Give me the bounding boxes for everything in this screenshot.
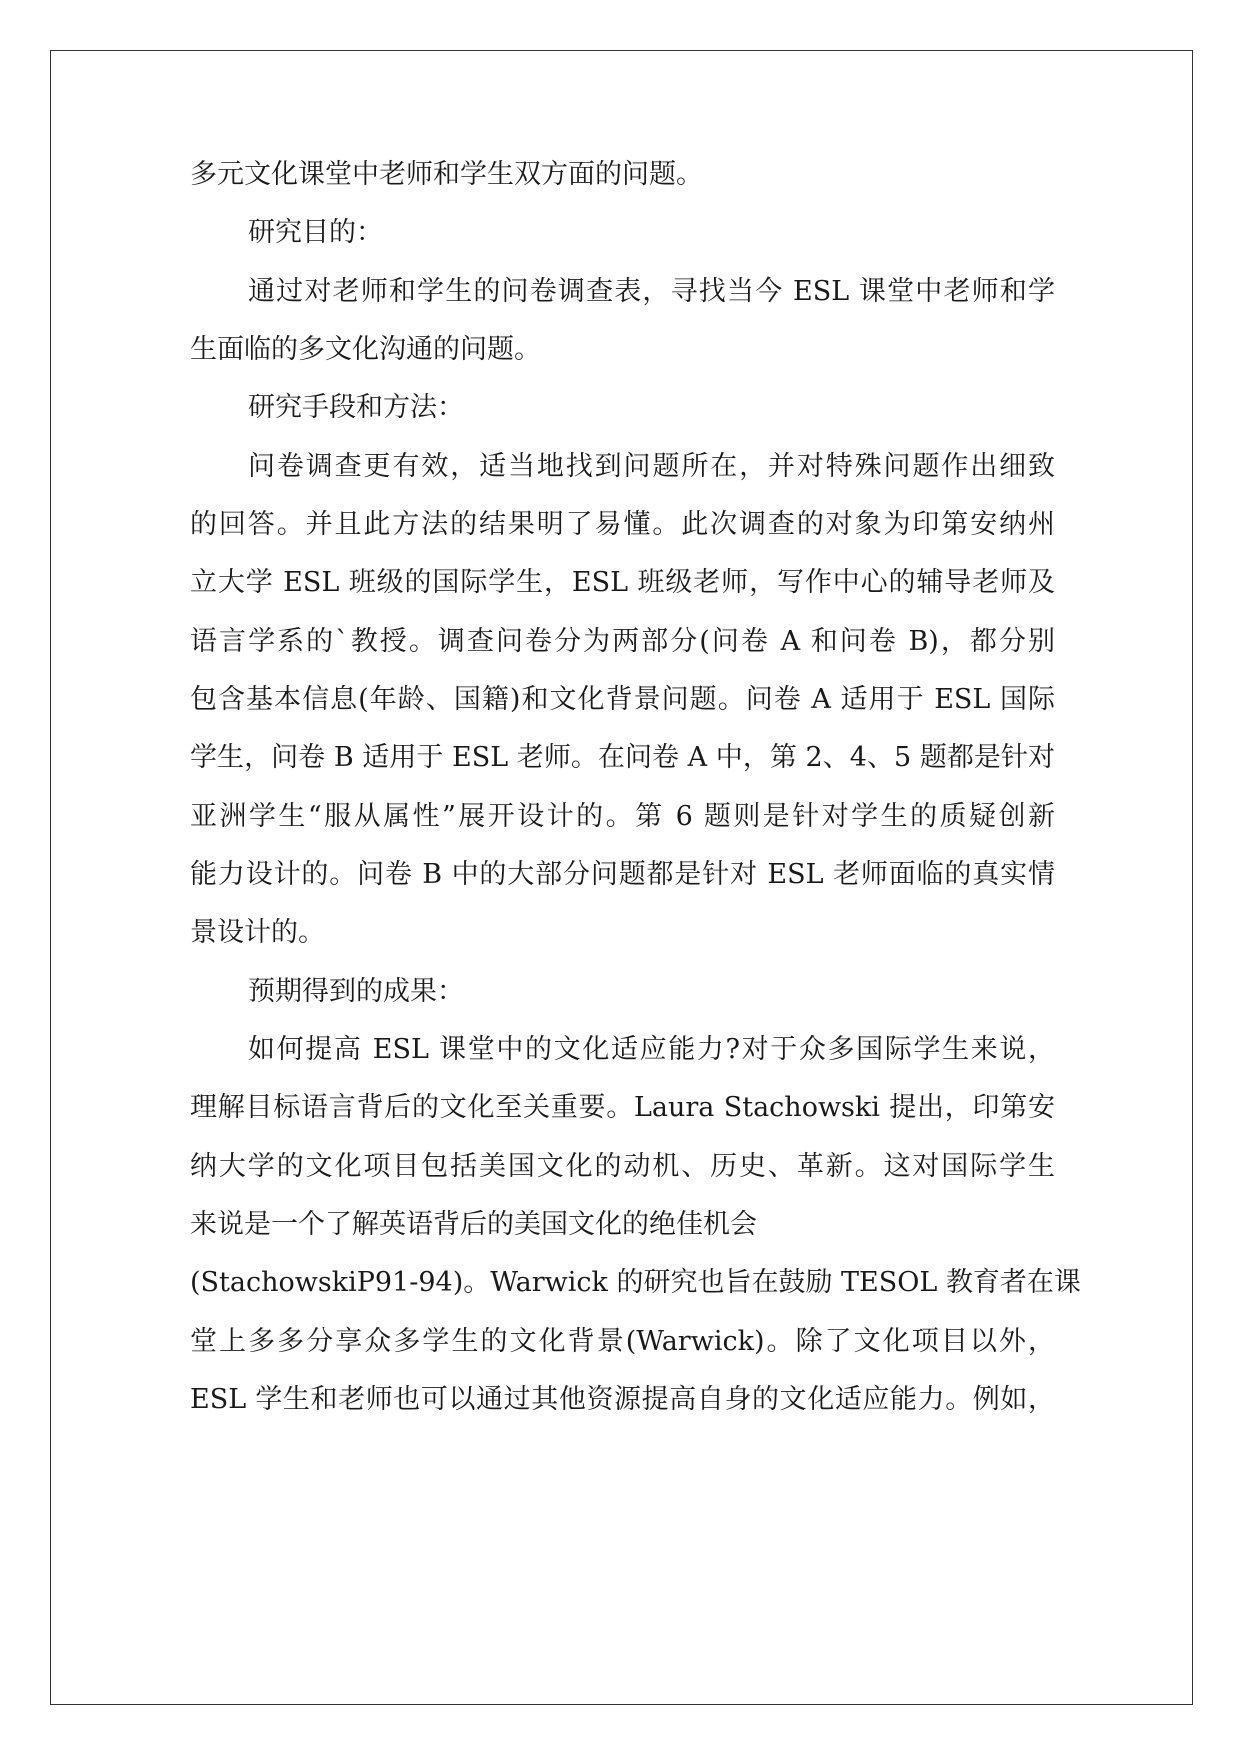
text-line: 纳大学的文化项目包括美国文化的动机、历史、革新。这对国际学生	[190, 1151, 1055, 1182]
text-line: 理解目标语言背后的文化至关重要。Laura Stachowski 提出，印第安	[190, 1092, 1055, 1123]
text-line: 学生，问卷 B 适用于 ESL 老师。在问卷 A 中，第 2、4、5 题都是针对	[190, 742, 1055, 773]
section-heading: 研究目的：	[248, 217, 383, 248]
section-heading: 研究手段和方法：	[248, 392, 464, 423]
text-line: 通过对老师和学生的问卷调查表，寻找当今 ESL 课堂中老师和学	[248, 276, 1055, 307]
text-line: 亚洲学生“服从属性”展开设计的。第 6 题则是针对学生的质疑创新	[190, 801, 1055, 832]
text-line: 生面临的多文化沟通的问题。	[190, 334, 541, 365]
text-line: 语言学系的`教授。调查问卷分为两部分(问卷 A 和问卷 B)，都分别	[190, 626, 1055, 657]
text-line: 包含基本信息(年龄、国籍)和文化背景问题。问卷 A 适用于 ESL 国际	[190, 684, 1055, 715]
text-line: 堂上多多分享众多学生的文化背景(Warwick)。除了文化项目以外，	[190, 1326, 1055, 1357]
text-line: 问卷调查更有效，适当地找到问题所在，并对特殊问题作出细致	[248, 451, 1055, 482]
section-heading: 预期得到的成果：	[248, 976, 464, 1007]
text-line: (StachowskiP91-94)。Warwick 的研究也旨在鼓励 TESOL 教育者在课	[190, 1267, 1081, 1298]
text-line: 立大学 ESL 班级的国际学生，ESL 班级老师，写作中心的辅导老师及	[190, 567, 1055, 598]
text-line: ESL 学生和老师也可以通过其他资源提高自身的文化适应能力。例如，	[190, 1384, 1055, 1415]
text-line: 如何提高 ESL 课堂中的文化适应能力?对于众多国际学生来说，	[248, 1034, 1055, 1065]
text-line: 来说是一个了解英语背后的美国文化的绝佳机会	[190, 1209, 757, 1240]
text-line: 的回答。并且此方法的结果明了易懂。此次调查的对象为印第安纳州	[190, 509, 1055, 540]
text-line: 多元文化课堂中老师和学生双方面的问题。	[190, 159, 703, 190]
text-line: 能力设计的。问卷 B 中的大部分问题都是针对 ESL 老师面临的真实情	[190, 859, 1055, 890]
text-line: 景设计的。	[190, 917, 325, 948]
